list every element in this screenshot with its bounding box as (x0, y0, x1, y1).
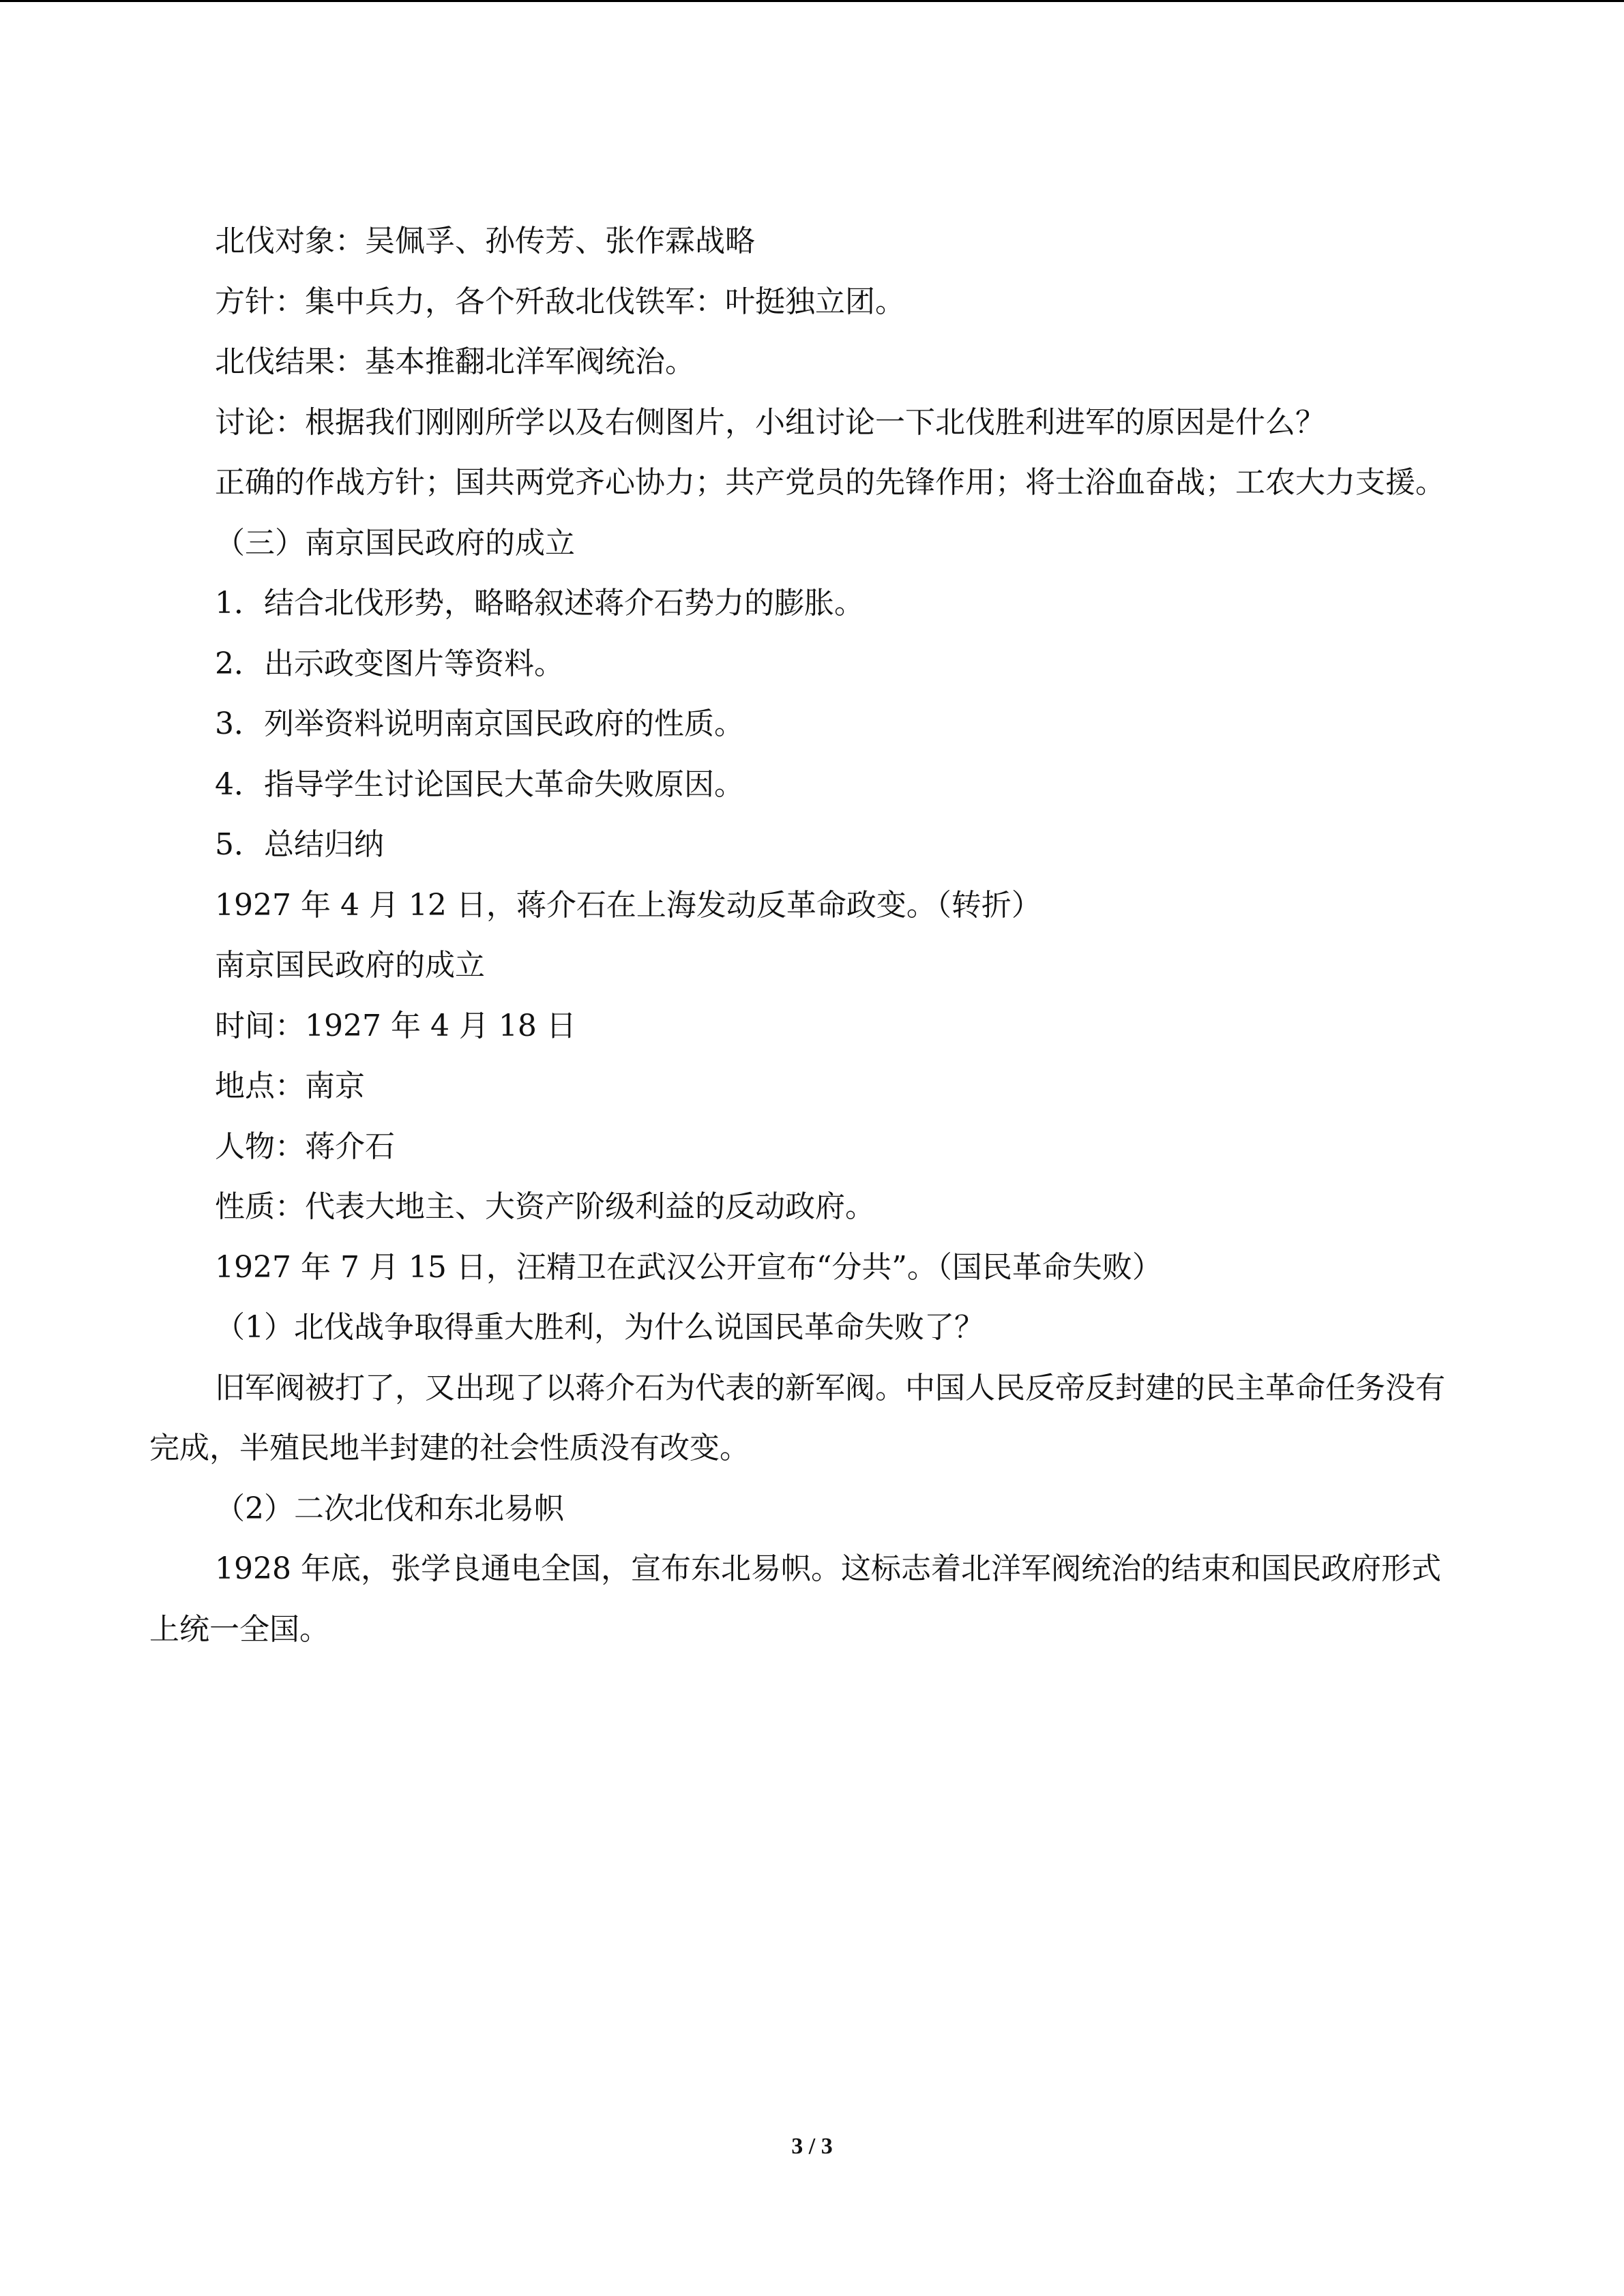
paragraph-discussion-question: 讨论：根据我们刚刚所学以及右侧图片，小组讨论一下北伐胜利进军的原因是什么？ (215, 404, 1325, 440)
document-body (149, 211, 1459, 1660)
paragraph-question-1: （1）北伐战争取得重大胜利，为什么说国民革命失败了？ (215, 1310, 984, 1345)
section-heading-nanjing-government: （三）南京国民政府的成立 (215, 525, 575, 561)
paragraph-northern-expedition-targets: 北伐对象：吴佩孚、孙传芳、张作霖战略 (215, 224, 755, 258)
paragraph-person: 人物：蒋介石 (215, 1129, 395, 1164)
list-item-2: 2．出示政变图片等资料。 (215, 646, 564, 681)
list-item-1: 1．结合北伐形势，略略叙述蒋介石势力的膨胀。 (215, 586, 864, 621)
list-item-5: 5．总结归纳 (215, 827, 384, 862)
paragraph-question-2: （2）二次北伐和东北易帜 (215, 1491, 564, 1526)
page-top-border (0, 0, 1624, 2)
paragraph-july-15-split: 1927 年 7 月 15 日，汪精卫在武汉公开宣布“分共”。（国民革命失败） (215, 1249, 1162, 1285)
paragraph-discussion-answer: 正确的作战方针；国共两党齐心协力；共产党员的先锋作用；将士浴血奋战；工农大力支援。 (215, 465, 1445, 500)
paragraph-april-12-coup: 1927 年 4 月 12 日，蒋介石在上海发动反革命政变。（转折） (215, 887, 1042, 923)
paragraph-answer-2: 1928 年底，张学良通电全国，宣布东北易帜。这标志着北洋军阀统治的结束和国民政府形式上统一全国。 (149, 1551, 1441, 1647)
paragraph-nanjing-government-title: 南京国民政府的成立 (215, 948, 485, 983)
list-item-4: 4．指导学生讨论国民大革命失败原因。 (215, 766, 744, 802)
list-item-3: 3．列举资料说明南京国民政府的性质。 (215, 706, 744, 741)
page-number: 3 / 3 (791, 2134, 833, 2159)
paragraph-nature: 性质：代表大地主、大资产阶级利益的反动政府。 (215, 1189, 875, 1224)
paragraph-strategy: 方针：集中兵力，各个歼敌北伐铁军：叶挺独立团。 (215, 284, 905, 319)
paragraph-time: 时间：1927 年 4 月 18 日 (215, 1008, 576, 1043)
paragraph-answer-1: 旧军阀被打了，又出现了以蒋介石为代表的新军阀。中国人民反帝反封建的民主革命任务没有完成，半殖民地半封建的社会性质没有改变。 (149, 1370, 1445, 1465)
paragraph-place: 地点：南京 (215, 1069, 365, 1103)
paragraph-result: 北伐结果：基本推翻北洋军阀统治。 (215, 344, 695, 379)
